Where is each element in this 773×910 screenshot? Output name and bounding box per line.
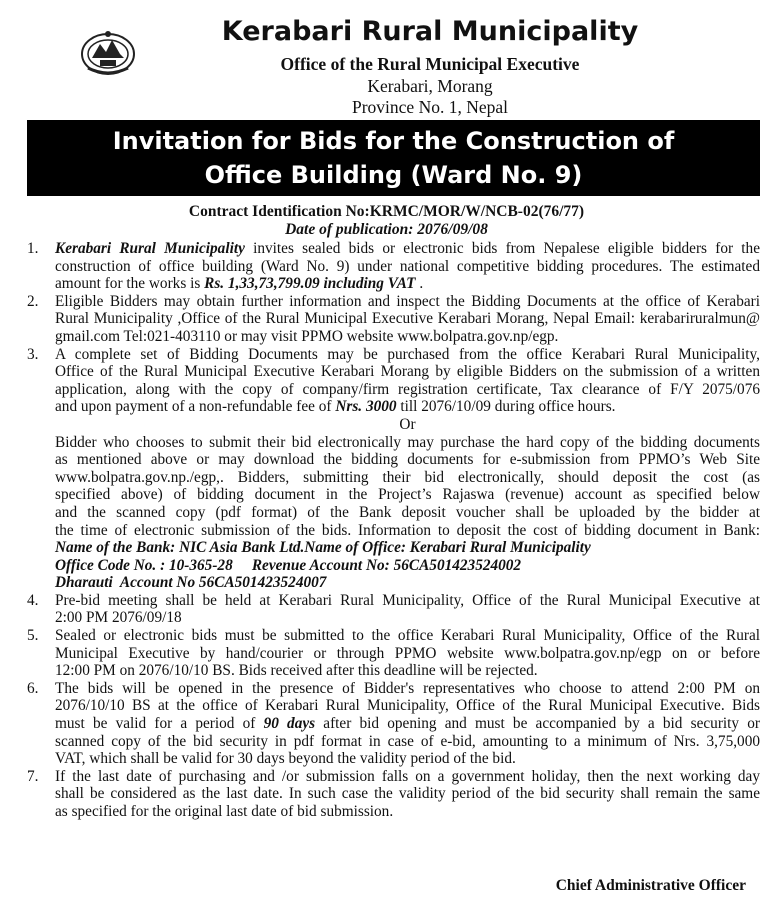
item-number: 6. bbox=[27, 679, 39, 697]
list-item bbox=[27, 680, 760, 768]
item-line: the time of electronic submission of the bids. Information to deposit the cost of bidding document in Bank: bbox=[55, 521, 760, 539]
electronic-bid-paragraph bbox=[27, 434, 760, 540]
bid-validity-period: 90 days bbox=[263, 715, 316, 733]
date-of-publication: Date of publication: 2076/09/08 bbox=[285, 221, 488, 238]
item-line: Eligible Bidders may obtain further information and inspect the Bidding Documents at the office of Kerabari bbox=[55, 292, 760, 310]
item-text: . bbox=[415, 275, 424, 293]
item-number: 4. bbox=[27, 591, 39, 609]
item-line: Sealed or electronic bids must be submitted to the office Kerabari Rural Municipality, Office of the Rural bbox=[55, 627, 760, 645]
item-text: and upon payment of a non-refundable fee of bbox=[55, 398, 336, 416]
item-line: 12:00 PM on 2076/10/10 BS. Bids received after this deadline will be rejected. bbox=[55, 662, 538, 680]
item-line: shall be considered as the last date. In such case the validity period of the bid security shall remain the same bbox=[55, 785, 760, 803]
item-line: Office of the Rural Municipal Executive Kerabari Morang by eligible Bidders on the submission of a written bbox=[55, 363, 760, 381]
or-separator: Or bbox=[399, 415, 416, 433]
bank-name: Name of the Bank: NIC Asia Bank Ltd.Name of Office: Kerabari Rural Municipality bbox=[55, 539, 591, 557]
item-line: VAT, which shall be valid for 30 days beyond the validity period of the bid. bbox=[55, 750, 516, 768]
document-fee: Nrs. 3000 bbox=[335, 398, 397, 416]
item-number: 3. bbox=[27, 345, 39, 363]
item-line: The bids will be opened in the presence of Bidder's representatives who choose to attend 2:00 PM on bbox=[55, 679, 760, 697]
organization-name: Kerabari Rural Municipality bbox=[221, 16, 639, 47]
notice-body bbox=[27, 240, 760, 821]
address-line-1: Kerabari, Morang bbox=[367, 76, 493, 96]
contract-identification: Contract Identification No:KRMC/MOR/W/NCB-02(76/77) bbox=[188, 203, 585, 220]
item-text: till 2076/10/09 during office hours. bbox=[396, 398, 616, 416]
item-text: invites sealed bids or electronic bids from Nepalese eligible bidders for the bbox=[244, 240, 760, 257]
item-line bbox=[55, 275, 760, 293]
office-name: Office of the Rural Municipal Executive bbox=[280, 54, 580, 74]
item-line bbox=[55, 240, 760, 258]
notice-title-line-2: Office Building (Ward No. 9) bbox=[204, 161, 583, 189]
item-line: If the last date of purchasing and /or submission falls on a government holiday, then the next working day bbox=[55, 767, 760, 785]
item-line: Municipal Executive by hand/courier or through PPMO website www.bolpatra.gov.np/egp on or before bbox=[55, 644, 760, 662]
item-line: 2076/10/10 BS at the office of Kerabari Rural Municipality, Office of the Rural Municipal Executive. Bids bbox=[55, 697, 760, 715]
list-item bbox=[27, 346, 760, 434]
item-line: and the scanned copy (pdf format) of the Bank deposit voucher shall be uploaded by the bidder at bbox=[55, 503, 760, 521]
item-number: 7. bbox=[27, 767, 39, 785]
item-number: 1. bbox=[27, 240, 39, 257]
bank-details bbox=[27, 539, 760, 592]
item-line: Bidder who chooses to submit their bid electronically may purchase the hard copy of the bidding documents bbox=[55, 433, 760, 451]
item-line: as mentioned above or may download the bidding documents for e-submission from PPMO’s Web Site bbox=[55, 451, 760, 469]
list-item bbox=[27, 293, 760, 346]
item-line: Pre-bid meeting shall be held at Kerabari Rural Municipality, Office of the Rural Municipal Executive at bbox=[55, 591, 760, 609]
signatory-title: Chief Administrative Officer bbox=[555, 877, 746, 894]
notice-title-line-1: Invitation for Bids for the Construction of bbox=[112, 127, 675, 155]
item-line: construction of office building (Ward No. 9) under national competitive bidding procedures. The estimated bbox=[55, 257, 760, 275]
item-line: scanned copy of the bid security in pdf format in case of e-bid, amounting to a minimum of Nrs. 3,75,000 bbox=[55, 732, 760, 750]
item-line: 2:00 PM 2076/09/18 bbox=[55, 609, 182, 627]
item-line: www.bolpatra.gov.np./egp,. Bidders, submitting their bid electronically, should deposit the cost (as bbox=[55, 468, 760, 486]
item-line: as specified for the original last date of bid submission. bbox=[55, 803, 394, 820]
item-line bbox=[55, 715, 760, 733]
item-number: 2. bbox=[27, 292, 39, 310]
item-line: A complete set of Bidding Documents may be purchased from the office Kerabari Rural Municipality, bbox=[55, 345, 760, 363]
dharauti-account: Dharauti Account No 56CA501423524007 bbox=[55, 574, 327, 592]
notice-title-banner bbox=[27, 120, 760, 196]
address-line-2: Province No. 1, Nepal bbox=[351, 97, 508, 117]
item-text: amount for the works is bbox=[55, 275, 205, 293]
item-text: after bid opening and must be accompanied by a bid security or bbox=[315, 715, 760, 733]
list-item bbox=[27, 627, 760, 680]
item-emphasis: Kerabari Rural Municipality bbox=[55, 240, 245, 257]
government-emblem-icon bbox=[78, 28, 138, 76]
item-line: specified above) of bidding document in the Project’s Rajaswa (revenue) account as specified below bbox=[55, 486, 760, 504]
office-code-revenue-account: Office Code No. : 10-365-28 Revenue Account No: 56CA501423524002 bbox=[55, 556, 522, 574]
item-line bbox=[55, 398, 760, 416]
list-item bbox=[27, 768, 760, 821]
letterhead bbox=[0, 0, 773, 118]
item-text: must be valid for a period of bbox=[55, 715, 264, 733]
list-item bbox=[27, 240, 760, 293]
estimated-amount: Rs. 1,33,73,799.09 including VAT bbox=[204, 275, 416, 293]
item-line: application, along with the copy of company/firm registration certificate, Tax clearance of F/Y 2075/076 bbox=[55, 380, 760, 398]
item-line: Rural Municipality ,Office of the Rural Municipal Executive Kerabari Morang, Nepal Email: kerabariruralmun@ bbox=[55, 310, 760, 328]
list-item bbox=[27, 592, 760, 627]
item-line: gmail.com Tel:021-403110 or may visit PPMO website www.bolpatra.gov.np/egp. bbox=[55, 327, 559, 345]
item-number: 5. bbox=[27, 627, 39, 645]
